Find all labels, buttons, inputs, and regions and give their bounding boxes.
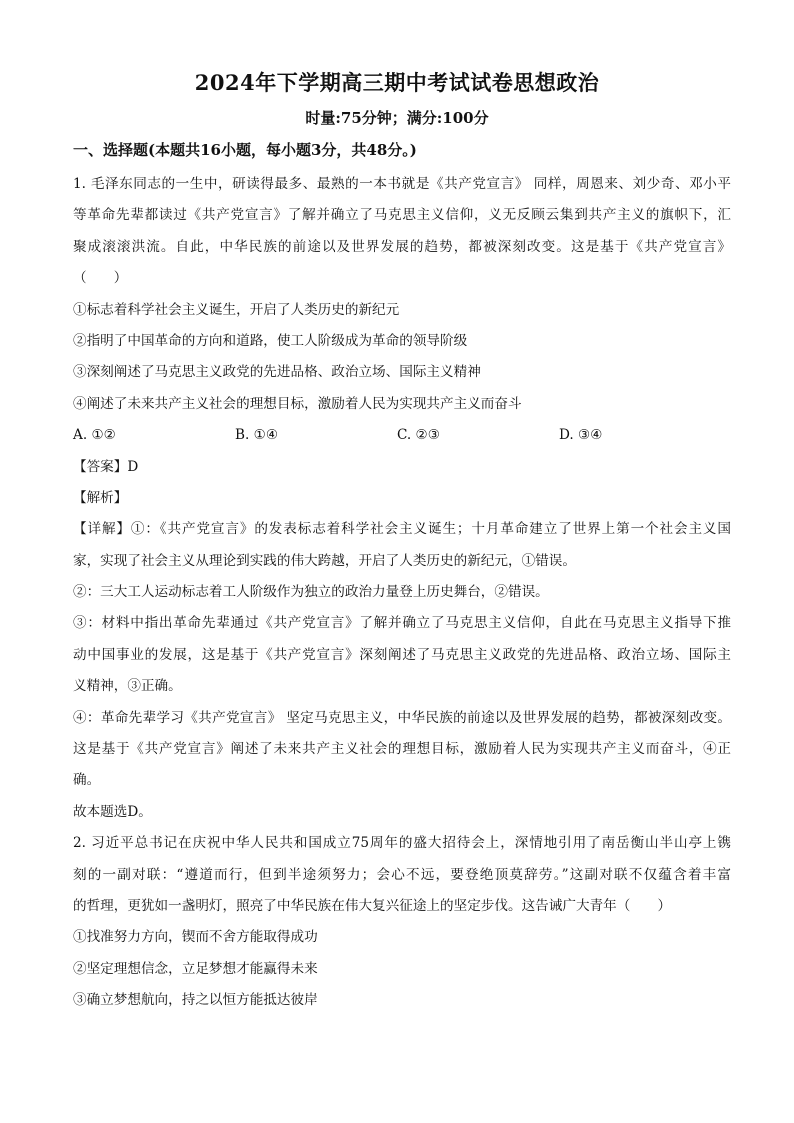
section-heading: 一、选择题(本题共16小题，每小题3分，共48分。) xyxy=(73,141,417,159)
statement-item: ②指明了中国革命的方向和道路，使工人阶级成为革命的领导阶级 xyxy=(73,332,468,349)
statement-item: ①标志着科学社会主义诞生，开启了人类历史的新纪元 xyxy=(73,301,400,318)
analysis-label: 【解析】 xyxy=(73,489,128,506)
question-stem-line: 刻的一副对联：“遵道而行，但到半途须努力；会心不远，要登绝顶莫辞劳。”这副对联不仅蕴含着丰富 xyxy=(73,866,731,883)
detail-text: ①：《共产党宣言》的发表标志着科学社会主义诞生；十月革命建立了世界上第一个社会主义国 xyxy=(130,521,731,538)
option-a: A. ①② xyxy=(73,427,116,444)
question-stem-line: 2. 习近平总书记在庆祝中华人民共和国成立75周年的盛大招待会上，深情地引用了南岳衡山半山亭上镌 xyxy=(73,835,731,852)
question-stem-line: 1. 毛泽东同志的一生中，研读得最多、最熟的一本书就是《共产党宣言》 同样，周恩来、刘少奇、邓小平 xyxy=(73,176,731,192)
exam-body xyxy=(73,169,731,1017)
question-stem-line: 的哲理，更犹如一盏明灯，照亮了中华民族在伟大复兴征途上的坚定步伐。这告诫广大青年（ ） xyxy=(73,897,672,914)
detail-line: ②：三大工人运动标志着工人阶级作为独立的政治力量登上历史舞台，②错误。 xyxy=(73,584,549,601)
detail-line: 动中国事业的发展，这是基于《共产党宣言》深刻阐述了马克思主义政党的先进品格、政治立场、国际主 xyxy=(73,646,731,663)
option-b: B. ①④ xyxy=(235,427,279,444)
answer-value: D xyxy=(127,458,139,475)
statement-item: ③深刻阐述了马克思主义政党的先进品格、政治立场、国际主义精神 xyxy=(73,364,481,381)
statement-item: ①找准努力方向，锲而不舍方能取得成功 xyxy=(73,929,318,946)
detail-label: 【详解】 xyxy=(73,521,131,538)
answer-label: 【答案】 xyxy=(73,458,128,475)
detail-line: 确。 xyxy=(73,772,101,789)
statement-item: ②坚定理想信念，立足梦想才能赢得未来 xyxy=(73,960,318,977)
question-stem-line: 等革命先辈都读过《共产党宣言》了解并确立了马克思主义信仰，义无反顾云集到共产主义的旗帜下，汇 xyxy=(73,207,731,224)
exam-time-score: 时量:75分钟；满分:100分 xyxy=(305,109,489,127)
statement-item: ③确立梦想航向，持之以恒方能抵达彼岸 xyxy=(73,992,318,1009)
conclusion-line: 故本题选D。 xyxy=(73,803,152,820)
answer-line xyxy=(73,452,731,483)
detail-line: 义精神，③正确。 xyxy=(73,678,182,695)
page-title: 2024年下学期高三期中考试试卷思想政治 xyxy=(194,70,600,95)
question-stem-line: 聚成滚滚洪流。自此，中华民族的前途以及世界发展的趋势，都被深刻改变。这是基于《共产党宣言》 xyxy=(73,238,731,255)
question-2 xyxy=(73,828,731,1016)
option-c: C. ②③ xyxy=(397,427,440,444)
option-d: D. ③④ xyxy=(559,427,603,444)
statement-item: ④阐述了未来共产主义社会的理想目标，激励着人民为实现共产主义而奋斗 xyxy=(73,395,522,412)
answer-blank: （ ） xyxy=(73,270,128,287)
detail-line: 家，实现了社会主义从理论到实践的伟大跨越，开启了人类历史的新纪元，①错误。 xyxy=(73,552,576,569)
detail-line: 这是基于《共产党宣言》阐述了未来共产主义社会的理想目标，激励着人民为实现共产主义而奋斗，④正 xyxy=(73,741,731,758)
detail-line: ④：革命先辈学习《共产党宣言》 坚定马克思主义，中华民族的前途以及世界发展的趋势，都被深刻改变。 xyxy=(73,709,731,726)
answer-options xyxy=(73,420,731,451)
detail-line xyxy=(73,514,731,545)
question-1 xyxy=(73,169,731,828)
detail-line: ③：材料中指出革命先辈通过《共产党宣言》了解并确立了马克思主义信仰，自此在马克思主义指导下推 xyxy=(73,615,731,632)
